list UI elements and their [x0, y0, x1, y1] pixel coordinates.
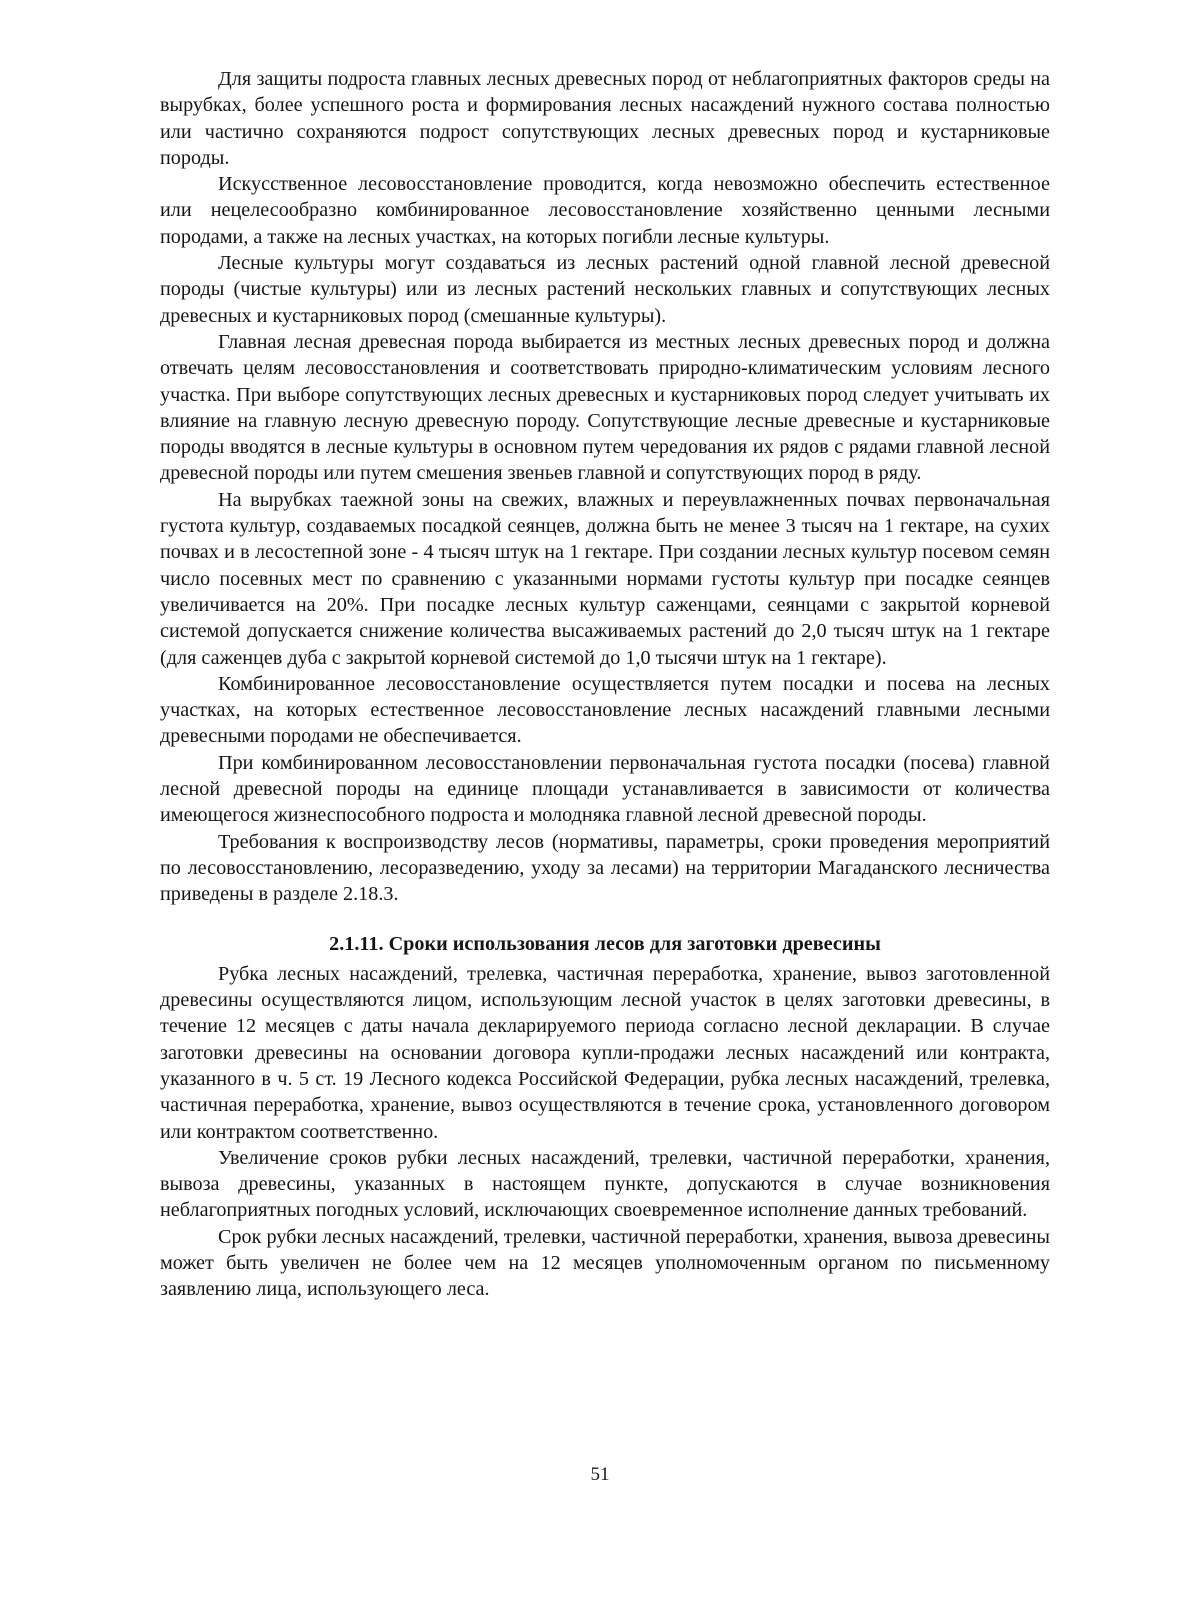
paragraph-term-increase: Срок рубки лесных насаждений, трелевки, частичной переработки, хранения, вывоза древесины может быть увеличен не более чем на 12 месяцев уполномоченным органом по письменному заявлению лица, использующего леса. [160, 1225, 1050, 1301]
paragraph-artificial-reforestation: Искусственное лесовосстановление проводится, когда невозможно обеспечить естественное или нецелесообразно комбинированное лесовосстановление хозяйственно ценными лесными породами, а также на лесных участках, на которых погибли лесные культуры. [160, 173, 1050, 248]
paragraph-requirements: Требования к воспроизводству лесов (нормативы, параметры, сроки проведения мероприятий по лесовосстановлению, лесоразведению, уходу за лесами) на территории Магаданского лесничества приведены в разделе 2.18.3. [160, 830, 1050, 906]
paragraph-logging-terms: Рубка лесных насаждений, трелевка, частичная переработка, хранение, вывоз заготовленной древесины осуществляются лицом, использующим лесной участок в целях заготовки древесины, в течение 12 месяцев с даты начала декларируемого периода согласно лесной декларации. В случае заготовки древесины на основании договора купли-продажи лесных насаждений или контракта, указанного в ч. 5 ст. 19 Лесного кодекса Российской Федерации, рубка лесных насаждений, трелевка, частичная переработка, хранение, вывоз осуществляются в течение срока, установленного договором или контрактом соответственно. [160, 962, 1050, 1143]
paragraph-undergrowth-protection: Для защиты подроста главных лесных древесных пород от неблагоприятных факторов среды на вырубках, более успешного роста и формирования лесных насаждений нужного состава полностью или частично сохраняются подрост сопутствующих лесных древесных пород и кустарниковые породы. [160, 68, 1050, 169]
section-heading: 2.1.11. Сроки использования лесов для заготовки древесины [329, 932, 881, 955]
paragraph-forest-cultures: Лесные культуры могут создаваться из лесных растений одной главной лесной древесной породы (чистые культуры) или из лесных растений нескольких главных и сопутствующих лесных древесных и кустарниковых пород (смешанные культуры). [160, 252, 1050, 327]
paragraph-term-extension: Увеличение сроков рубки лесных насаждений, трелевки, частичной переработки, хранения, вывоза древесины, указанных в настоящем пункте, допускаются в случае возникновения неблагоприятных погодных условий, исключающих своевременное исполнение данных требований. [160, 1146, 1050, 1222]
document-page [160, 66, 1050, 1303]
page-number: 51 [590, 1464, 610, 1485]
paragraph-combined-density: При комбинированном лесовосстановлении первоначальная густота посадки (посева) главной лесной древесной породы на единице площади устанавливается в зависимости от количества имеющегося жизнеспособного подроста и молодняка главной лесной древесной породы. [160, 751, 1050, 827]
paragraph-combined-reforestation: Комбинированное лесовосстановление осуществляется путем посадки и посева на лесных участках, на которых естественное лесовосстановление лесных насаждений главными лесными древесными породами не обеспечивается. [160, 672, 1050, 748]
paragraph-planting-density: На вырубках таежной зоны на свежих, влажных и переувлажненных почвах первоначальная густота культур, создаваемых посадкой сеянцев, должна быть не менее 3 тысяч на 1 гектаре, на сухих почвах и в лесостепной зоне - 4 тысяч штук на 1 гектаре. При создании лесных культур посевом семян число посевных мест по сравнению с указанными нормами густоты культур при посадке сеянцев увеличивается на 20%. При посадке лесных культур саженцами, сеянцами с закрытой корневой системой допускается снижение количества высаживаемых растений до 2,0 тысяч штук на 1 гектаре (для саженцев дуба с закрытой корневой системой до 1,0 тысячи штук на 1 гектаре). [160, 488, 1050, 669]
paragraph-main-species: Главная лесная древесная порода выбирается из местных лесных древесных пород и должна отвечать целям лесовосстановления и соответствовать природно-климатическим условиям лесного участка. При выборе сопутствующих лесных древесных и кустарниковых пород следует учитывать их влияние на главную лесную древесную породу. Сопутствующие лесные древесные и кустарниковые породы вводятся в лесные культуры в основном путем чередования их рядов с рядами главной лесной древесной породы или путем смешения звеньев главной и сопутствующих пород в ряду. [160, 330, 1050, 485]
